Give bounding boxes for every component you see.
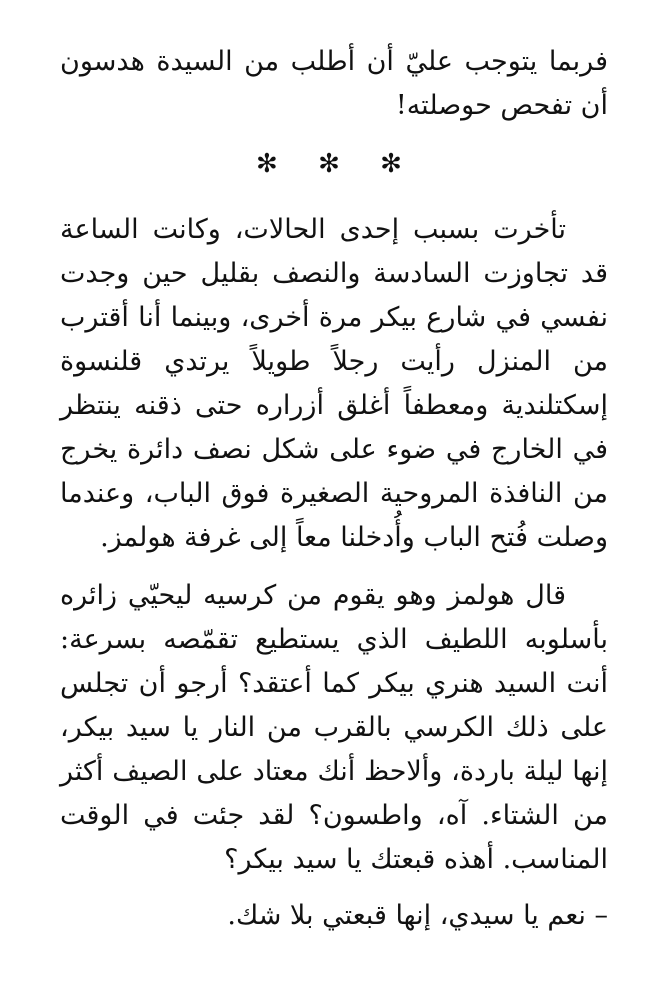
book-page: [60, 40, 608, 938]
paragraph-baker-reply: – نعم يا سيدي، إنها قبعتي بلا شك.: [227, 900, 608, 931]
paragraph-holmes-greeting: قال هولمز وهو يقوم من كرسيه ليحيّي زائره بأسلوبه اللطيف الذي يستطيع تقمّصه بسرعة: أنت السيد هنري بيكر كما أعتقد؟ أرجو أن تجلس على ذلك الكرسي بالقرب من النار يا سيد بيكر، إنها ليلة باردة، وألاحظ أنك معتاد على الصيف أكثر من الشتاء. آه، واطسون؟ لقد جئت في الوقت المناسب. أهذه قبعتك يا سيد بيكر؟: [60, 580, 608, 875]
section-separator: [60, 142, 608, 186]
asterism-star-icon: ✻: [380, 149, 412, 179]
asterism-star-icon: ✻: [256, 149, 288, 179]
asterism-star-icon: ✻: [318, 149, 350, 179]
paragraph-hudson: فربما يتوجب عليّ أن أطلب من السيدة هدسون أن تفحص حوصلته!: [60, 46, 608, 121]
paragraph-arrival: تأخرت بسبب إحدى الحالات، وكانت الساعة قد تجاوزت السادسة والنصف بقليل حين وجدت نفسي في شارع بيكر مرة أخرى، وبينما أنا أقترب من المنزل رأيت رجلاً طويلاً يرتدي قلنسوة إسكتلندية ومعطفاً أغلق أزراره حتى ذقنه ينتظر في الخارج في ضوء على شكل نصف دائرة يخرج من النافذة المروحية الصغيرة فوق الباب، وعندما وصلت فُتح الباب وأُدخلنا معاً إلى غرفة هولمز.: [60, 214, 608, 553]
